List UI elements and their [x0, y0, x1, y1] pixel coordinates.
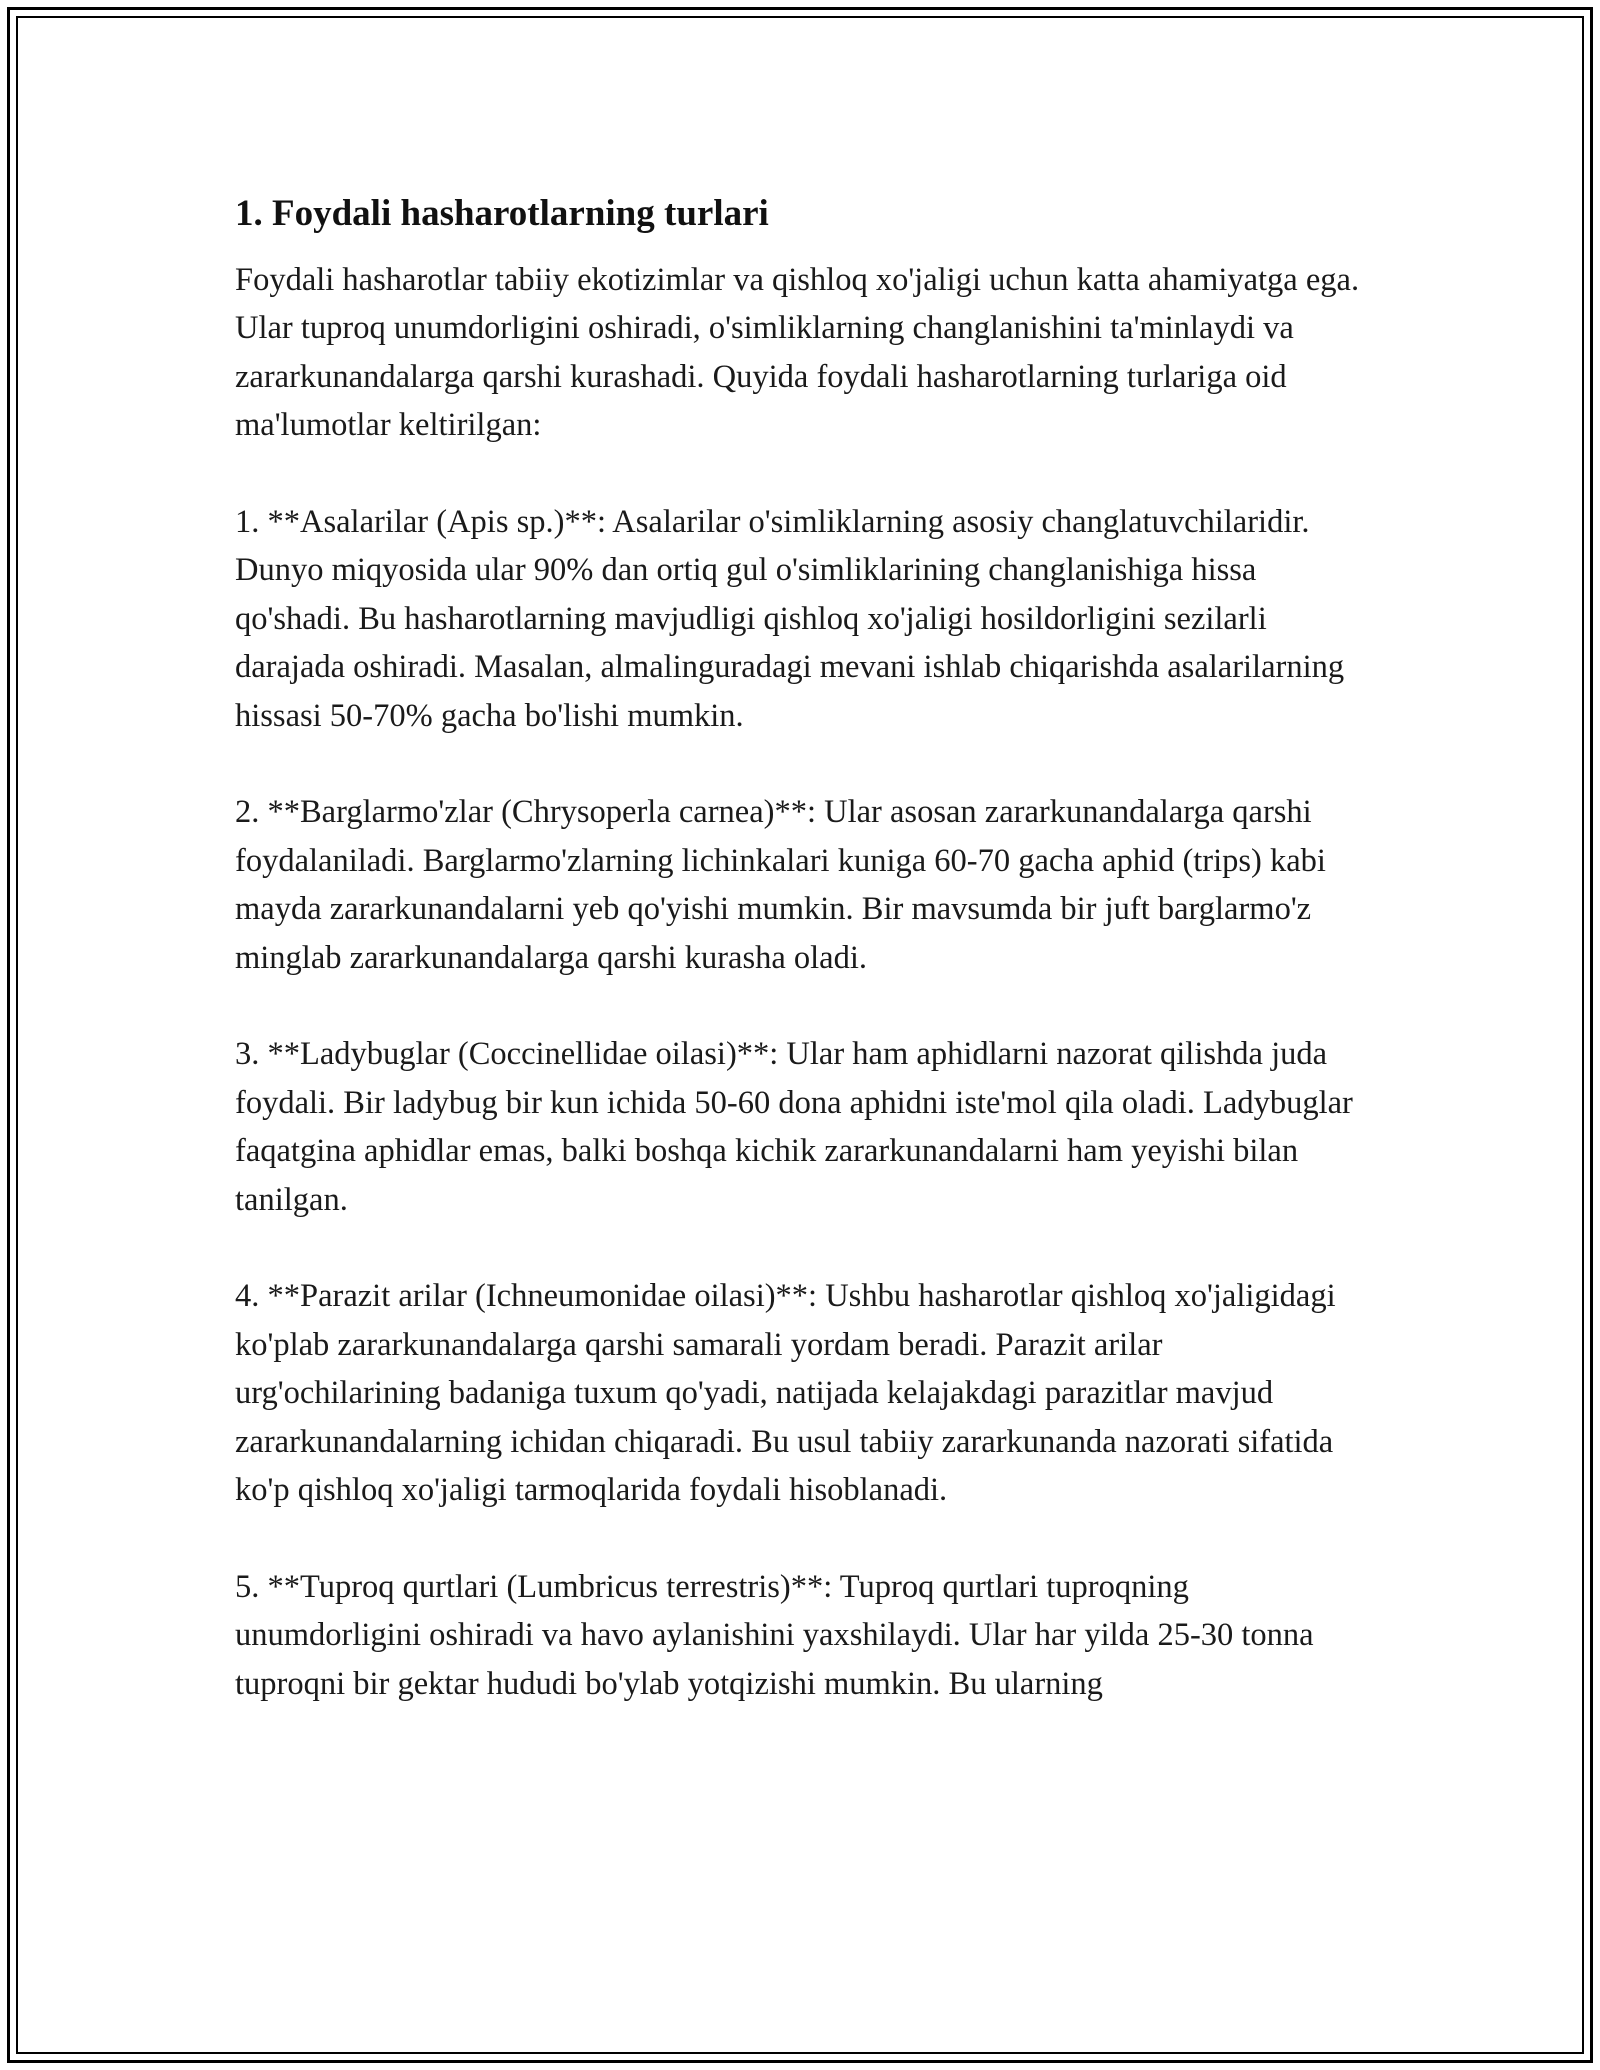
- intro-paragraph: Foydali hasharotlar tabiiy ekotizimlar va qishloq xo'jaligi uchun katta ahamiyatga ega. Ular tuproq unumdorligini oshiradi, o'simliklarning changlanishini ta'minlaydi va zararkunandalarga qarshi kurashadi. Quyida foydali hasharotlarning turlariga oid ma'lumotlar keltirilgan:: [235, 262, 1360, 444]
- section-title: 1. Foydali hasharotlarning turlari: [235, 193, 769, 234]
- list-item-tuproq-qurtlari: 5. **Tuproq qurtlari (Lumbricus terrestris)**: Tuproq qurtlari tuproqning unumdorligini oshiradi va havo aylanishini yaxshilaydi. Ular har yilda 25-30 tonna tuproqni bir gektar hududi bo'ylab yotqizishi mumkin. Bu ularning: [235, 1568, 1314, 1702]
- list-item-asalarilar: 1. **Asalarilar (Apis sp.)**: Asalarilar o'simliklarning asosiy changlatuvchilaridir. Dunyo miqyosida ular 90% dan ortiq gul o'simliklarining changlanishiga hissa qo'shadi. Bu hasharotlarning mavjudligi qishloq xo'jaligi hosildorligini sezilarli darajada oshiradi. Masalan, almalinguradagi mevani ishlab chiqarishda asalarilarning hissasi 50-70% gacha bo'lishi mumkin.: [235, 504, 1345, 734]
- list-item-barglarmozlar: 2. **Barglarmo'zlar (Chrysoperla carnea)**: Ular asosan zararkunandalarga qarshi foydalaniladi. Barglarmo'zlarning lichinkalari kuniga 60-70 gacha aphid (trips) kabi mayda zararkunandalarni yeb qo'yishi mumkin. Bir mavsumda bir juft barglarmo'z minglab zararkunandalarga qarshi kurasha oladi.: [235, 794, 1326, 976]
- document-body: [235, 185, 1375, 1757]
- list-item-parazit-arilar: 4. **Parazit arilar (Ichneumonidae oilasi)**: Ushbu hasharotlar qishloq xo'jaligidagi ko'plab zararkunandalarga qarshi samarali yordam beradi. Parazit arilar urg'ochilarining badaniga tuxum qo'yadi, natijada kelajakdagi parazitlar mavjud zararkunandalarning ichidan chiqaradi. Bu usul tabiiy zararkunanda nazorati sifatida ko'p qishloq xo'jaligi tarmoqlarida foydali hisoblanadi.: [235, 1278, 1336, 1509]
- list-item-ladybuglar: 3. **Ladybuglar (Coccinellidae oilasi)**: Ular ham aphidlarni nazorat qilishda juda foydali. Bir ladybug bir kun ichida 50-60 dona aphidni iste'mol qila oladi. Ladybuglar faqatgina aphidlar emas, balki boshqa kichik zararkunandalarni ham yeyishi bilan tanilgan.: [235, 1036, 1353, 1218]
